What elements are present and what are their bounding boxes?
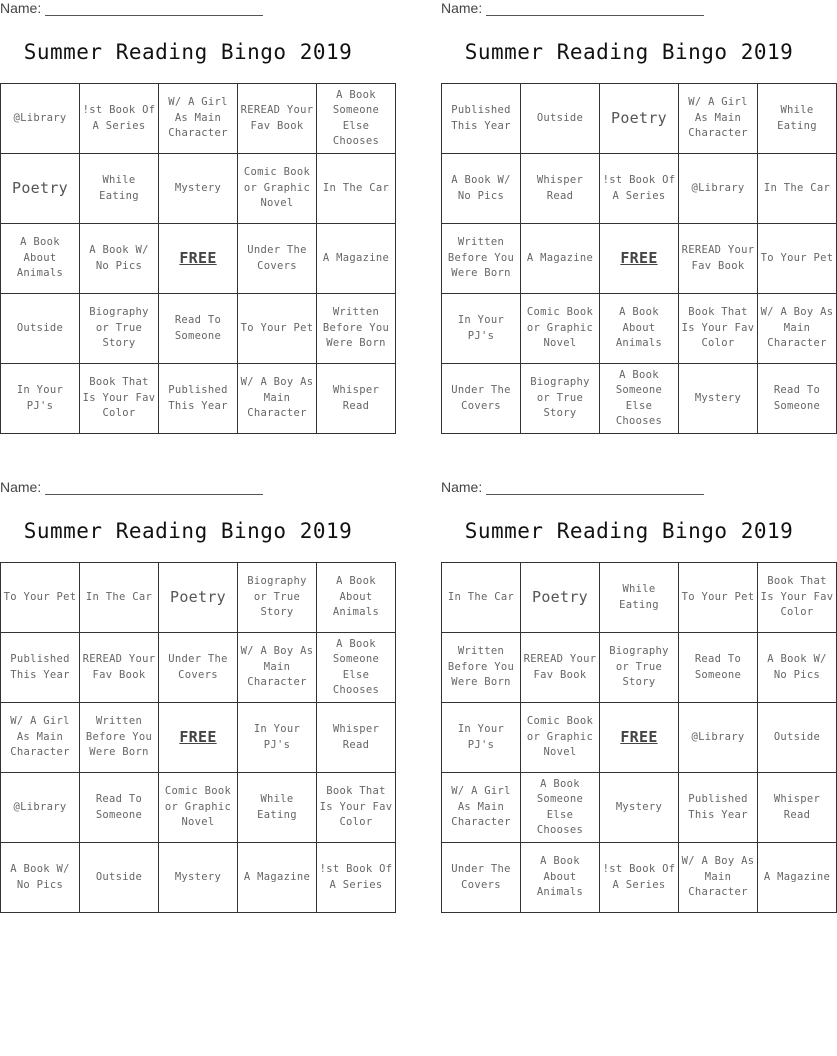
bingo-cell[interactable]: A Book W/ No Pics xyxy=(1,843,80,913)
bingo-cell[interactable]: In Your PJ's xyxy=(238,703,317,773)
name-row xyxy=(0,479,300,501)
free-space-cell[interactable]: FREE xyxy=(159,224,238,294)
bingo-cell[interactable]: Poetry xyxy=(521,563,600,633)
bingo-cell[interactable]: Biography or True Story xyxy=(238,563,317,633)
bingo-cell[interactable]: A Book W/ No Pics xyxy=(80,224,159,294)
bingo-cell[interactable]: @Library xyxy=(1,773,80,843)
bingo-cell[interactable]: Biography or True Story xyxy=(521,364,600,434)
bingo-cell[interactable]: !st Book Of A Series xyxy=(600,154,679,224)
bingo-row xyxy=(442,563,837,633)
bingo-cell[interactable]: A Magazine xyxy=(758,843,837,913)
bingo-cell[interactable]: W/ A Boy As Main Character xyxy=(758,294,837,364)
free-space-cell[interactable]: FREE xyxy=(159,703,238,773)
bingo-cell[interactable]: To Your Pet xyxy=(758,224,837,294)
bingo-cell[interactable]: Under The Covers xyxy=(238,224,317,294)
bingo-cell[interactable]: Written Before You Were Born xyxy=(317,294,396,364)
bingo-row xyxy=(1,633,396,703)
bingo-row xyxy=(1,84,396,154)
bingo-cell[interactable]: Whisper Read xyxy=(317,364,396,434)
bingo-cell[interactable]: Written Before You Were Born xyxy=(442,224,521,294)
bingo-cell[interactable]: Published This Year xyxy=(442,84,521,154)
bingo-row xyxy=(1,563,396,633)
bingo-cell[interactable]: Read To Someone xyxy=(758,364,837,434)
bingo-cell[interactable]: @Library xyxy=(1,84,80,154)
bingo-cell[interactable]: Published This Year xyxy=(679,773,758,843)
bingo-cell[interactable]: A Magazine xyxy=(521,224,600,294)
bingo-row xyxy=(1,154,396,224)
bingo-cell[interactable]: While Eating xyxy=(600,563,679,633)
bingo-row xyxy=(442,843,837,913)
name-label: Name: xyxy=(0,0,42,16)
bingo-cell[interactable]: W/ A Boy As Main Character xyxy=(679,843,758,913)
bingo-cell[interactable]: Written Before You Were Born xyxy=(442,633,521,703)
bingo-cell[interactable]: Written Before You Were Born xyxy=(80,703,159,773)
bingo-cell[interactable]: While Eating xyxy=(238,773,317,843)
card-title: Summer Reading Bingo 2019 xyxy=(23,40,353,64)
card-title: Summer Reading Bingo 2019 xyxy=(23,519,353,543)
bingo-cell[interactable]: Poetry xyxy=(600,84,679,154)
bingo-row xyxy=(1,703,396,773)
bingo-cell[interactable]: A Book Someone Else Chooses xyxy=(521,773,600,843)
bingo-cell[interactable]: A Book About Animals xyxy=(600,294,679,364)
bingo-cell[interactable]: A Book Someone Else Chooses xyxy=(600,364,679,434)
bingo-cell[interactable]: A Book W/ No Pics xyxy=(442,154,521,224)
bingo-cell[interactable]: In Your PJ's xyxy=(442,703,521,773)
bingo-row xyxy=(442,294,837,364)
bingo-cell[interactable]: A Book About Animals xyxy=(521,843,600,913)
bingo-cell[interactable]: Under The Covers xyxy=(159,633,238,703)
bingo-cell[interactable]: W/ A Girl As Main Character xyxy=(159,84,238,154)
bingo-cell[interactable]: A Book About Animals xyxy=(1,224,80,294)
bingo-cell[interactable]: To Your Pet xyxy=(679,563,758,633)
bingo-cell[interactable]: A Book About Animals xyxy=(317,563,396,633)
bingo-cell[interactable]: REREAD Your Fav Book xyxy=(679,224,758,294)
name-row xyxy=(441,0,741,22)
bingo-cell[interactable]: Outside xyxy=(758,703,837,773)
bingo-cell[interactable]: Whisper Read xyxy=(758,773,837,843)
name-blank-line[interactable] xyxy=(486,15,704,16)
bingo-cell[interactable]: In The Car xyxy=(758,154,837,224)
bingo-cell[interactable]: To Your Pet xyxy=(1,563,80,633)
bingo-cell[interactable]: Mystery xyxy=(159,843,238,913)
bingo-cell[interactable]: While Eating xyxy=(80,154,159,224)
bingo-cell[interactable]: Mystery xyxy=(600,773,679,843)
free-space-cell[interactable]: FREE xyxy=(600,224,679,294)
name-blank-line[interactable] xyxy=(45,494,263,495)
bingo-row xyxy=(442,364,837,434)
bingo-cell[interactable]: In Your PJ's xyxy=(442,294,521,364)
bingo-row xyxy=(1,294,396,364)
bingo-cell[interactable]: Comic Book or Graphic Novel xyxy=(521,703,600,773)
bingo-cell[interactable]: Whisper Read xyxy=(521,154,600,224)
name-blank-line[interactable] xyxy=(45,15,263,16)
bingo-row xyxy=(442,703,837,773)
bingo-cell[interactable]: In The Car xyxy=(80,563,159,633)
bingo-cell[interactable]: REREAD Your Fav Book xyxy=(521,633,600,703)
name-label: Name: xyxy=(441,0,483,16)
bingo-cell[interactable]: A Magazine xyxy=(317,224,396,294)
bingo-cell[interactable]: A Book Someone Else Chooses xyxy=(317,84,396,154)
bingo-cell[interactable]: Comic Book or Graphic Novel xyxy=(159,773,238,843)
name-row xyxy=(441,479,741,501)
bingo-cell[interactable]: !st Book Of A Series xyxy=(600,843,679,913)
bingo-cell[interactable]: Mystery xyxy=(679,364,758,434)
bingo-row xyxy=(1,224,396,294)
bingo-cell[interactable]: Whisper Read xyxy=(317,703,396,773)
bingo-row xyxy=(442,154,837,224)
bingo-cell[interactable]: In Your PJ's xyxy=(1,364,80,434)
bingo-cell[interactable]: W/ A Girl As Main Character xyxy=(442,773,521,843)
bingo-cell[interactable]: In The Car xyxy=(442,563,521,633)
bingo-row xyxy=(442,633,837,703)
bingo-cell[interactable]: Outside xyxy=(1,294,80,364)
bingo-grid xyxy=(441,83,837,434)
bingo-cell[interactable]: Outside xyxy=(80,843,159,913)
name-row xyxy=(0,0,300,22)
bingo-cell[interactable]: @Library xyxy=(679,154,758,224)
bingo-row xyxy=(442,224,837,294)
name-label: Name: xyxy=(0,479,42,495)
bingo-cell[interactable]: !st Book Of A Series xyxy=(80,84,159,154)
bingo-row xyxy=(1,773,396,843)
bingo-row xyxy=(1,364,396,434)
bingo-grid xyxy=(441,562,837,913)
bingo-cell[interactable]: Published This Year xyxy=(1,633,80,703)
bingo-cell[interactable]: Comic Book or Graphic Novel xyxy=(521,294,600,364)
bingo-cell[interactable]: Under The Covers xyxy=(442,843,521,913)
bingo-cell[interactable]: Book That Is Your Fav Color xyxy=(80,364,159,434)
bingo-cell[interactable]: Biography or True Story xyxy=(600,633,679,703)
bingo-cell[interactable]: A Book W/ No Pics xyxy=(758,633,837,703)
bingo-row xyxy=(442,84,837,154)
bingo-cell[interactable]: Published This Year xyxy=(159,364,238,434)
bingo-cell[interactable]: Read To Someone xyxy=(679,633,758,703)
bingo-cell[interactable]: Book That Is Your Fav Color xyxy=(679,294,758,364)
bingo-cell[interactable]: Outside xyxy=(521,84,600,154)
bingo-grid xyxy=(0,83,396,434)
bingo-row xyxy=(1,843,396,913)
bingo-row xyxy=(442,773,837,843)
bingo-cell[interactable]: A Book Someone Else Chooses xyxy=(317,633,396,703)
bingo-cell[interactable]: Read To Someone xyxy=(80,773,159,843)
bingo-cell[interactable]: W/ A Boy As Main Character xyxy=(238,633,317,703)
free-space-cell[interactable]: FREE xyxy=(600,703,679,773)
bingo-cell[interactable]: Read To Someone xyxy=(159,294,238,364)
name-blank-line[interactable] xyxy=(486,494,704,495)
bingo-cell[interactable]: W/ A Boy As Main Character xyxy=(238,364,317,434)
bingo-cell[interactable]: A Magazine xyxy=(238,843,317,913)
card-title: Summer Reading Bingo 2019 xyxy=(464,519,794,543)
bingo-cell[interactable]: In The Car xyxy=(317,154,396,224)
bingo-cell[interactable]: Book That Is Your Fav Color xyxy=(758,563,837,633)
bingo-cell[interactable]: Book That Is Your Fav Color xyxy=(317,773,396,843)
bingo-cell[interactable]: Poetry xyxy=(1,154,80,224)
bingo-cell[interactable]: Mystery xyxy=(159,154,238,224)
card-title: Summer Reading Bingo 2019 xyxy=(464,40,794,64)
bingo-cell[interactable]: REREAD Your Fav Book xyxy=(238,84,317,154)
bingo-cell[interactable]: !st Book Of A Series xyxy=(317,843,396,913)
bingo-cell[interactable]: Biography or True Story xyxy=(80,294,159,364)
bingo-cell[interactable]: Poetry xyxy=(159,563,238,633)
bingo-cell[interactable]: Comic Book or Graphic Novel xyxy=(238,154,317,224)
bingo-cell[interactable]: W/ A Girl As Main Character xyxy=(679,84,758,154)
bingo-cell[interactable]: To Your Pet xyxy=(238,294,317,364)
name-label: Name: xyxy=(441,479,483,495)
bingo-cell[interactable]: @Library xyxy=(679,703,758,773)
bingo-cell[interactable]: REREAD Your Fav Book xyxy=(80,633,159,703)
bingo-cell[interactable]: While Eating xyxy=(758,84,837,154)
bingo-cell[interactable]: W/ A Girl As Main Character xyxy=(1,703,80,773)
bingo-cell[interactable]: Under The Covers xyxy=(442,364,521,434)
bingo-grid xyxy=(0,562,396,913)
